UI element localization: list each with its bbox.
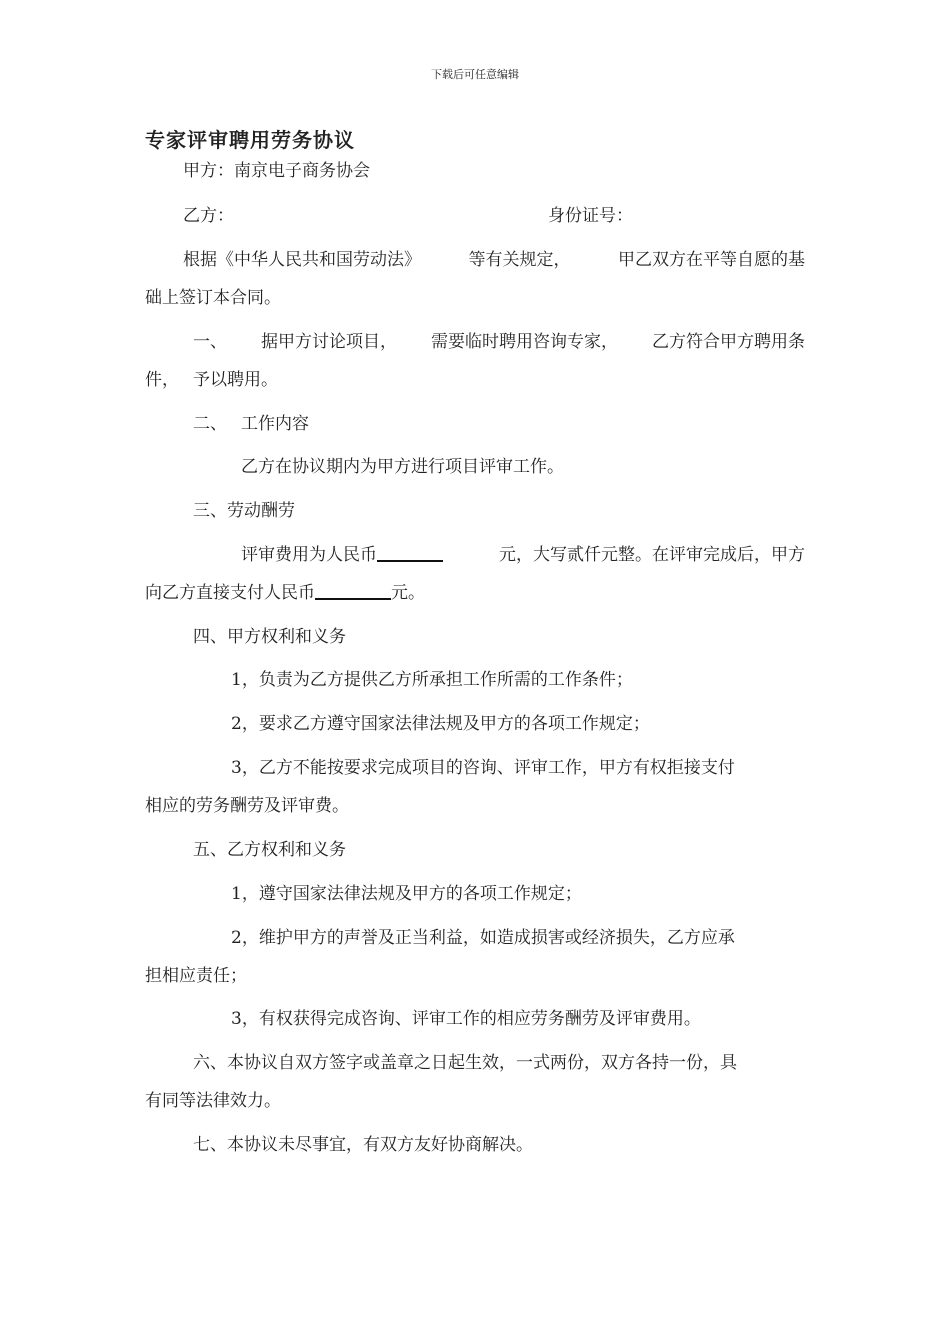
clause-3-payment-label: 向乙方直接支付人民币: [145, 583, 315, 603]
clause-2-body: 乙方在协议期内为甲方进行项目评审工作。: [241, 457, 564, 477]
clause-7-line-1: 七、本协议未尽事宜，有双方友好协商解决。: [193, 1135, 533, 1155]
clause-2-number: 二、: [193, 414, 227, 434]
id-number-label: 身份证号：: [548, 206, 633, 226]
clause-3-heading: 三、劳动酬劳: [193, 501, 295, 521]
clause-3-fee-text: 元，大写贰仟元整。在评审完成后，甲方: [499, 545, 805, 565]
header-note: 下载后可任意编辑: [431, 68, 519, 81]
clause-5-item-2-line-2: 担相应责任；: [145, 966, 247, 986]
intro-part-3: 甲乙双方在平等自愿的基: [618, 250, 805, 270]
document-title: 专家评审聘用劳务协议: [145, 128, 355, 152]
clause-5-heading: 五、乙方权利和义务: [193, 840, 346, 860]
clause-4-item-3-line-1: 3，乙方不能按要求完成项目的咨询、评审工作，甲方有权拒接支付: [231, 758, 735, 778]
clause-5-item-3: 3，有权获得完成咨询、评审工作的相应劳务酬劳及评审费用。: [231, 1009, 701, 1029]
clause-6-line-1: 六、本协议自双方签字或盖章之日起生效，一式两份，双方各持一份，具: [193, 1053, 737, 1073]
clause-5-item-1: 1，遵守国家法律法规及甲方的各项工作规定；: [231, 884, 582, 904]
intro-part-1: 根据《中华人民共和国劳动法》: [183, 250, 421, 270]
payment-amount-blank: [315, 582, 391, 600]
intro-part-2: 等有关规定，: [468, 250, 571, 270]
clause-1-part-2: 需要临时聘用咨询专家，: [431, 332, 618, 352]
fee-amount-blank: [377, 544, 443, 562]
clause-3-payment-unit: 元。: [391, 583, 425, 603]
clause-2-heading: 工作内容: [241, 414, 309, 434]
clause-1-line-2-a: 件，: [145, 370, 179, 390]
clause-4-item-3-line-2: 相应的劳务酬劳及评审费。: [145, 796, 349, 816]
clause-4-item-1: 1，负责为乙方提供乙方所承担工作所需的工作条件；: [231, 670, 633, 690]
clause-3-fee-label: 评审费用为人民币: [241, 545, 377, 565]
party-a-line: 甲方：南京电子商务协会: [183, 161, 370, 181]
clause-4-item-2: 2，要求乙方遵守国家法律法规及甲方的各项工作规定；: [231, 714, 650, 734]
party-b-label: 乙方：: [183, 206, 234, 226]
clause-1-part-1: 据甲方讨论项目，: [261, 332, 397, 352]
clause-1-part-3: 乙方符合甲方聘用条: [652, 332, 805, 352]
intro-line-2: 础上签订本合同。: [145, 288, 281, 308]
clause-3-line-2: [145, 582, 425, 604]
clause-3-line-1: [241, 544, 805, 566]
clause-1-line-1: [193, 331, 805, 353]
intro-line-1: [183, 249, 805, 271]
clause-1-number: 一、: [193, 332, 227, 352]
clause-5-item-2-line-1: 2，维护甲方的声誉及正当利益，如造成损害或经济损失，乙方应承: [231, 928, 735, 948]
clause-6-line-2: 有同等法律效力。: [145, 1091, 281, 1111]
clause-1-line-2-b: 予以聘用。: [193, 370, 278, 390]
clause-4-heading: 四、甲方权利和义务: [193, 627, 346, 647]
